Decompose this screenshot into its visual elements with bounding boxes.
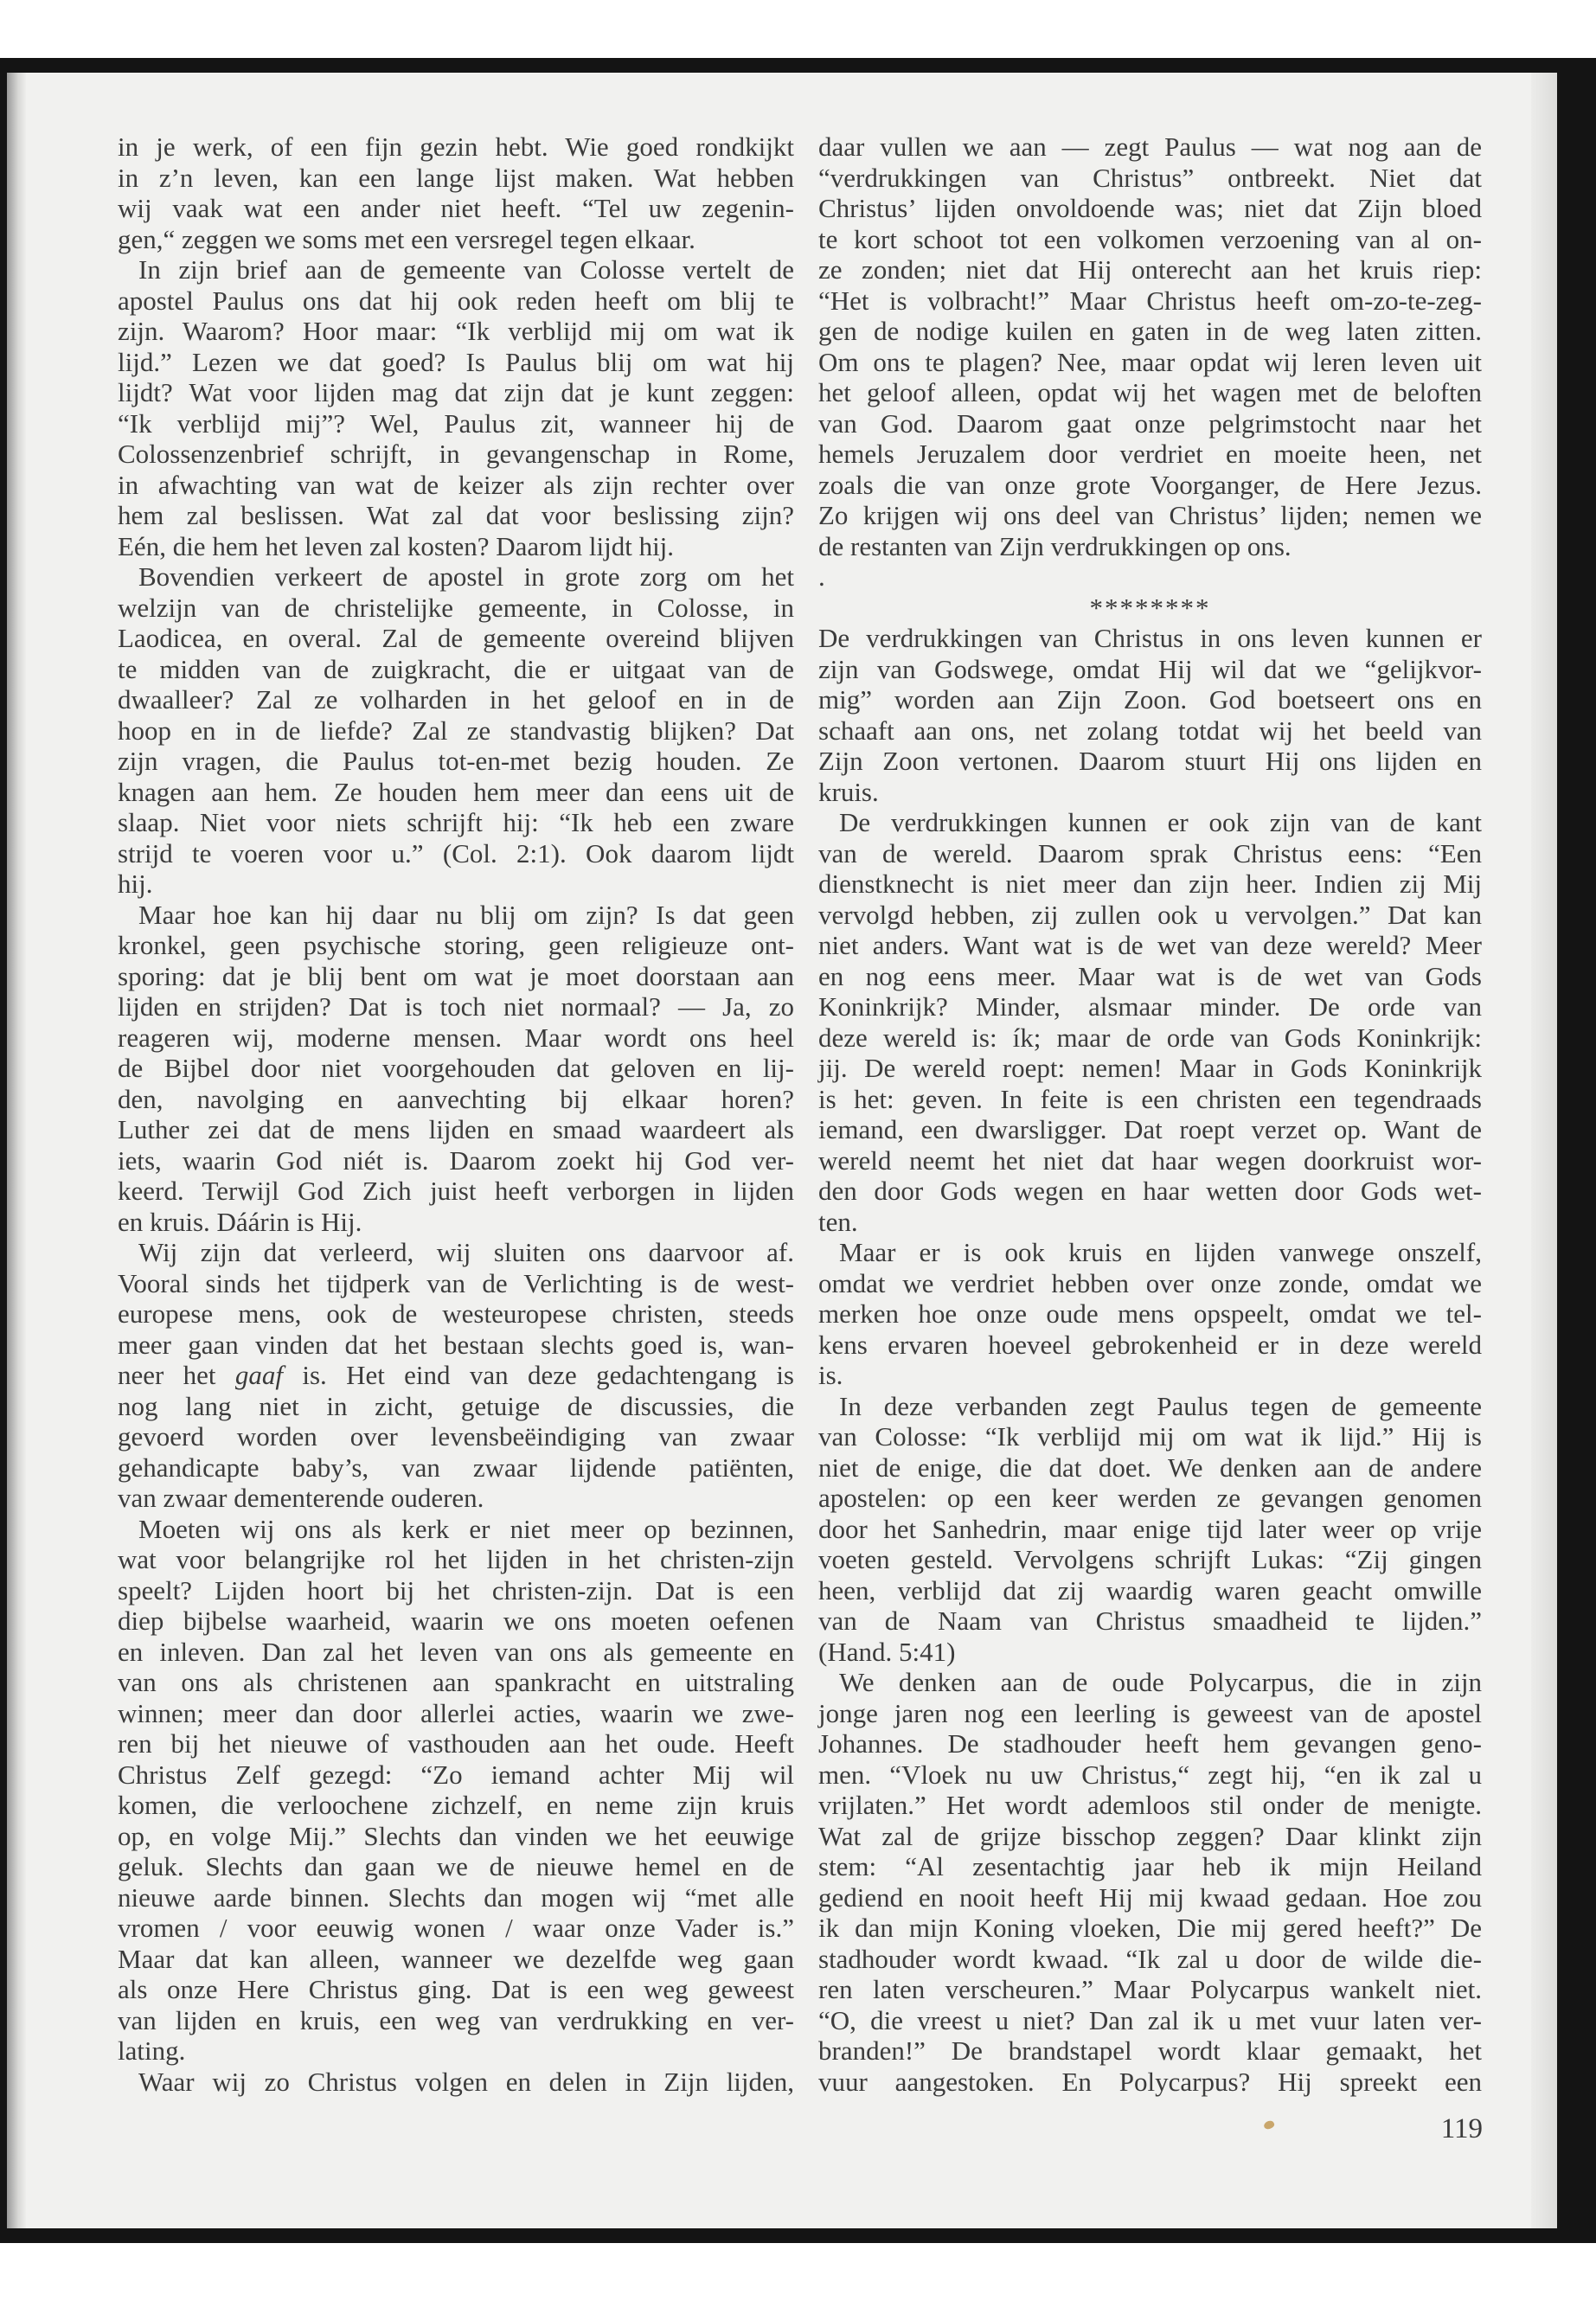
text-line: Wij zijn dat verleerd, wij sluiten ons daarvoor af. bbox=[138, 1237, 794, 1267]
text-line: Colossenzenbrief schrijft, in gevangenschap in Rome, bbox=[118, 439, 794, 469]
text-line: Maar dat kan alleen, wanneer we dezelfde weg gaan bbox=[118, 1943, 794, 1974]
text-line: lating. bbox=[118, 2035, 186, 2066]
text-line: den door Gods wegen en haar wetten door Gods wet- bbox=[818, 1176, 1482, 1206]
text-line: de restanten van Zijn verdrukkingen op ons. bbox=[818, 530, 1292, 561]
text-line: voeten gesteld. Vervolgens schrijft Lukas: “Zij gingen bbox=[818, 1544, 1482, 1574]
paragraph bbox=[118, 1237, 794, 1514]
text-line: op, en volge Mij.” Slechts dan vinden we het eeuwige bbox=[118, 1820, 794, 1851]
text-line: We denken aan de oude Polycarpus, die in zijn bbox=[839, 1667, 1482, 1697]
text-line: welzijn van de christelijke gemeente, in Colosse, in bbox=[118, 592, 794, 623]
text-line: is het: geven. In feite is een christen een tegendraads bbox=[818, 1083, 1482, 1114]
text-line: hoop en in de liefde? Zal ze standvastig blijken? Dat bbox=[118, 715, 794, 746]
page-number: 119 bbox=[1440, 2113, 1483, 2144]
text-line: zoals die van onze grote Voorganger, de Here Jezus. bbox=[818, 469, 1482, 500]
text-line: daar vullen we aan — zegt Paulus — wat nog aan de bbox=[818, 131, 1482, 162]
text-line: lijdt? Wat voor lijden mag dat zijn dat je kunt zeggen: bbox=[118, 377, 794, 407]
text-line: branden!” De brandstapel wordt klaar gemaakt, het bbox=[818, 2035, 1482, 2066]
text-line: in afwachting van wat de keizer als zijn rechter over bbox=[118, 469, 794, 500]
text-line: door het Sanhedrin, maar enige tijd later weer op vrije bbox=[818, 1513, 1482, 1544]
text-line: het geloof alleen, opdat wij het wagen met de beloften bbox=[818, 377, 1482, 407]
text-line: . bbox=[818, 561, 825, 592]
text-line: iets, waarin God niét is. Daarom zoekt hij God ver- bbox=[118, 1144, 794, 1176]
page-edge bbox=[1531, 73, 1557, 2228]
text-line: In zijn brief aan de gemeente van Colosse vertelt de bbox=[138, 254, 794, 285]
text-line: Zo krijgen wij ons deel van Christus’ lijden; nemen we bbox=[818, 500, 1482, 530]
text-line: europese mens, ook de westeuropese christen, steeds bbox=[118, 1298, 794, 1329]
text-line: de Bijbel door niet voorgehouden dat geloven en lij- bbox=[118, 1053, 794, 1083]
text-line: vrijlaten.” Het wordt ademloos stil onder de menigte. bbox=[818, 1790, 1482, 1820]
text-line: heen, verblijd dat zij waardig waren geacht omwille bbox=[818, 1574, 1482, 1606]
text-line: wereld neemt het niet dat haar wegen doorkruist wor- bbox=[818, 1144, 1482, 1176]
text-line: den, navolging en aanvechting bij elkaar horen? bbox=[118, 1083, 794, 1114]
paragraph bbox=[118, 1514, 794, 2067]
text-line: is. bbox=[818, 1360, 843, 1390]
text-line: kronkel, geen psychische storing, geen religieuze ont- bbox=[118, 930, 794, 960]
paragraph bbox=[118, 254, 794, 561]
text-line: Wat zal de grijze bisschop zeggen? Daar klinkt zijn bbox=[818, 1820, 1482, 1851]
text-line: sporing: dat je blij bent om wat je moet doorstaan aan bbox=[118, 960, 794, 991]
text-line: Koninkrijk? Minder, alsmaar minder. De orde van bbox=[818, 991, 1482, 1022]
text-line: vromen / voor eeuwig wonen / waar onze Vader is.” bbox=[118, 1913, 794, 1943]
text-line: Christus Zelf gezegd: “Zo iemand achter Mij wil bbox=[118, 1759, 794, 1790]
text-line: diep bijbelse waarheid, waarin we ons moeten oefenen bbox=[118, 1606, 794, 1636]
paragraph bbox=[818, 623, 1482, 807]
text-line: te kort schoot tot een volkomen verzoening van al on- bbox=[818, 223, 1482, 254]
text-line: in je werk, of een fijn gezin hebt. Wie goed rondkijkt bbox=[118, 131, 794, 162]
text-line: ******** bbox=[1089, 592, 1211, 623]
paragraph bbox=[118, 561, 794, 900]
paragraph bbox=[818, 1237, 1482, 1391]
text-line: reageren wij, moderne mensen. Maar wordt ons heel bbox=[118, 1022, 794, 1053]
text-line: mig” worden aan Zijn Zoon. God boetseert ons en bbox=[818, 684, 1482, 715]
text-line: geluk. Slechts dan gaan we de nieuwe hemel en de bbox=[118, 1851, 794, 1881]
text-line: keerd. Terwijl God Zich juist heeft verborgen in lijden bbox=[118, 1176, 794, 1206]
text-line: (Hand. 5:41) bbox=[818, 1636, 956, 1667]
text-line: winnen; meer dan door allerlei acties, waarin we zwe- bbox=[118, 1697, 794, 1728]
page-gutter-shadow bbox=[7, 73, 26, 2228]
text-line: knagen aan hem. Ze houden hem meer dan eens uit de bbox=[118, 776, 794, 807]
text-line: van ons als christenen aan spankracht en uitstraling bbox=[118, 1667, 794, 1697]
paragraph bbox=[118, 900, 794, 1238]
text-line: ren bij het nieuwe of vasthouden aan het oude. Heeft bbox=[118, 1728, 794, 1759]
text-line: van de Naam van Christus smaadheid te lijden.” bbox=[818, 1606, 1482, 1636]
text-line: hemels Jeruzalem door verdriet en moeite heen, net bbox=[818, 439, 1482, 469]
text-line: zijn vragen, die Paulus tot-en-met bezig houden. Ze bbox=[118, 746, 794, 776]
text-line: slaap. Niet voor niets schrijft hij: “Ik heb een zware bbox=[118, 807, 794, 837]
paragraph bbox=[118, 131, 794, 254]
text-line: gevoerd worden over levensbeëindiging van zwaar bbox=[118, 1421, 794, 1452]
text-line: De verdrukkingen van Christus in ons leven kunnen er bbox=[818, 623, 1482, 653]
text-line: merken hoe onze oude mens opspeelt, omdat we tel- bbox=[818, 1298, 1482, 1329]
text-line: jij. De wereld roept: nemen! Maar in Gods Koninkrijk bbox=[818, 1053, 1482, 1083]
text-line: gen,“ zeggen we soms met een versregel tegen elkaar. bbox=[118, 223, 695, 254]
text-line: gediend en nooit heeft Hij mij kwaad gedaan. Hoe zou bbox=[818, 1881, 1482, 1913]
text-line: zijn van Godswege, omdat Hij wil dat we “gelijkvor- bbox=[818, 653, 1482, 684]
text-line: ik dan mijn Koning vloeken, Die mij gered heeft?” De bbox=[818, 1913, 1482, 1943]
text-segment: neer het bbox=[118, 1360, 235, 1390]
text-line: “Ik verblijd mij”? Wel, Paulus zit, wanneer hij de bbox=[118, 407, 794, 439]
text-line: vuur aangestoken. En Polycarpus? Hij spreekt een bbox=[818, 2066, 1482, 2097]
text-line: niet de enige, die dat doet. We denken aan de andere bbox=[818, 1452, 1482, 1483]
text-line: Johannes. De stadhouder heeft hem gevangen geno- bbox=[818, 1728, 1482, 1759]
text-line: Laodicea, en overal. Zal de gemeente overeind blijven bbox=[118, 623, 794, 653]
paragraph bbox=[818, 131, 1482, 561]
text-line: stem: “Al zesentachtig jaar heb ik mijn Heiland bbox=[818, 1851, 1482, 1881]
text-line: dwaalleer? Zal ze volharden in het geloof en in de bbox=[118, 684, 794, 715]
paragraph bbox=[818, 1391, 1482, 1668]
text-line: nog lang niet in zicht, getuige de discussies, die bbox=[118, 1390, 794, 1421]
text-line: Om ons te plagen? Nee, maar opdat wij leren leven uit bbox=[818, 346, 1482, 377]
text-line: te midden van de zuigkracht, die er uitgaat van de bbox=[118, 653, 794, 684]
text-line: Vooral sinds het tijdperk van de Verlichting is de west- bbox=[118, 1267, 794, 1298]
text-line: Waar wij zo Christus volgen en delen in Zijn lijden, bbox=[138, 2066, 794, 2097]
paragraph bbox=[818, 807, 1482, 1237]
text-line: deze wereld is: ík; maar de orde van Gods Koninkrijk: bbox=[818, 1022, 1482, 1053]
text-line: Moeten wij ons als kerk er niet meer op bezinnen, bbox=[138, 1513, 794, 1544]
text-line: vervolgd hebben, zij zullen ook u vervolgen.” Dat kan bbox=[818, 899, 1482, 930]
text-line: omdat we verdriet hebben over onze zonde, omdat we bbox=[818, 1267, 1482, 1298]
section-divider bbox=[818, 593, 1482, 624]
text-line: komen, die verloochene zichzelf, en neme zijn kruis bbox=[118, 1790, 794, 1820]
italic-text: gaaf bbox=[234, 1360, 283, 1390]
text-line: en inleven. Dan zal het leven van ons als gemeente en bbox=[118, 1636, 794, 1667]
text-line: schaaft aan ons, net zolang totdat wij het beeld van bbox=[818, 715, 1482, 746]
text-line: Eén, die hem het leven zal kosten? Daarom lijdt hij. bbox=[118, 530, 675, 561]
text-line: van God. Daarom gaat onze pelgrimstocht naar het bbox=[818, 407, 1482, 439]
text-line: en nog eens meer. Maar wat is de wet van Gods bbox=[818, 960, 1482, 991]
text-line: van Colosse: “Ik verblijd mij om wat ik lijd.” Hij is bbox=[818, 1421, 1482, 1452]
text-line: en kruis. Dáárin is Hij. bbox=[118, 1206, 362, 1237]
text-line: lijden en strijden? Dat is toch niet normaal? — Ja, zo bbox=[118, 991, 794, 1022]
paragraph bbox=[818, 561, 1482, 593]
text-line: kens ervaren hoeveel gebrokenheid er in deze wereld bbox=[818, 1329, 1482, 1360]
text-line: speelt? Lijden hoort bij het christen-zijn. Dat is een bbox=[118, 1574, 794, 1606]
paragraph bbox=[118, 2067, 794, 2098]
text-line: van de wereld. Daarom sprak Christus eens: “Een bbox=[818, 837, 1482, 868]
text-line: Christus’ lijden onvoldoende was; niet dat Zijn bloed bbox=[818, 193, 1482, 223]
text-line: hij. bbox=[118, 868, 153, 899]
text-line: lijd.” Lezen we dat goed? Is Paulus blij om wat hij bbox=[118, 346, 794, 377]
text-line: in z’n leven, kan een lange lijst maken. Wat hebben bbox=[118, 162, 794, 193]
text-line: jonge jaren nog een leerling is geweest van de apostel bbox=[818, 1697, 1482, 1728]
text-line: hem zal beslissen. Wat zal dat voor beslissing zijn? bbox=[118, 500, 794, 530]
text-line: wat voor belangrijke rol het lijden in het christen-zijn bbox=[118, 1544, 794, 1574]
text-line: ren laten verscheuren.” Maar Polycarpus wankelt niet. bbox=[818, 1974, 1482, 2004]
text-line: “Het is volbracht!” Maar Christus heeft om-zo-te-zeg- bbox=[818, 285, 1482, 316]
text-line: Maar hoe kan hij daar nu blij om zijn? Is dat geen bbox=[138, 899, 794, 930]
text-line: niet anders. Want wat is de wet van deze wereld? Meer bbox=[818, 930, 1482, 960]
text-line: meer gaan vinden dat het bestaan slechts goed is, wan- bbox=[118, 1329, 794, 1360]
text-line: stadhouder wordt kwaad. “Ik zal u door de wilde die- bbox=[818, 1943, 1482, 1974]
text-segment: is. Het eind van deze gedachtengang is bbox=[283, 1360, 794, 1390]
text-line: Luther zei dat de mens lijden en smaad waardeert als bbox=[118, 1114, 794, 1144]
text-line: wij vaak wat een ander niet heeft. “Tel uw zegenin- bbox=[118, 193, 794, 223]
text-line: “verdrukkingen van Christus” ontbreekt. Niet dat bbox=[818, 162, 1482, 193]
text-line: men. “Vloek nu uw Christus,“ zegt hij, “en ik zal u bbox=[818, 1759, 1482, 1790]
text-line: Bovendien verkeert de apostel in grote zorg om het bbox=[138, 561, 794, 592]
text-line: kruis. bbox=[818, 776, 879, 807]
text-line: De verdrukkingen kunnen er ook zijn van de kant bbox=[839, 807, 1482, 837]
text-line: van zwaar dementerende ouderen. bbox=[118, 1483, 484, 1513]
text-line: In deze verbanden zegt Paulus tegen de gemeente bbox=[839, 1390, 1482, 1421]
text-line: Zijn Zoon vertonen. Daarom stuurt Hij ons lijden en bbox=[818, 746, 1482, 776]
text-line: Maar er is ook kruis en lijden vanwege onszelf, bbox=[839, 1237, 1482, 1267]
text-line: ten. bbox=[818, 1206, 858, 1237]
text-line: van lijden en kruis, een weg van verdrukking en ver- bbox=[118, 2004, 794, 2035]
text-line: als onze Here Christus ging. Dat is een weg geweest bbox=[118, 1974, 794, 2004]
paragraph bbox=[818, 1667, 1482, 2097]
text-column-left bbox=[118, 131, 794, 2097]
text-line: “O, die vreest u niet? Dan zal ik u met vuur laten ver- bbox=[818, 2004, 1482, 2035]
text-column-right bbox=[818, 131, 1482, 2097]
text-line: nieuwe aarde binnen. Slechts dan mogen wij “met alle bbox=[118, 1881, 794, 1913]
text-line: gehandicapte baby’s, van zwaar lijdende patiënten, bbox=[118, 1452, 794, 1483]
text-line: dienstknecht is niet meer dan zijn heer. Indien zij Mij bbox=[818, 868, 1482, 899]
text-line: apostelen: op een keer werden ze gevangen genomen bbox=[818, 1483, 1482, 1513]
text-line bbox=[118, 1360, 794, 1391]
text-line: zijn. Waarom? Hoor maar: “Ik verblijd mij om wat ik bbox=[118, 316, 794, 346]
text-line: ze zonden; niet dat Hij onterecht aan het kruis riep: bbox=[818, 254, 1482, 285]
text-line: strijd te voeren voor u.” (Col. 2:1). Ook daarom lijdt bbox=[118, 837, 794, 868]
text-line: apostel Paulus ons dat hij ook reden heeft om blij te bbox=[118, 285, 794, 316]
text-line: gen de nodige kuilen en gaten in de weg laten zitten. bbox=[818, 316, 1482, 346]
text-line: iemand, een dwarsligger. Dat roept verzet op. Want de bbox=[818, 1114, 1482, 1144]
